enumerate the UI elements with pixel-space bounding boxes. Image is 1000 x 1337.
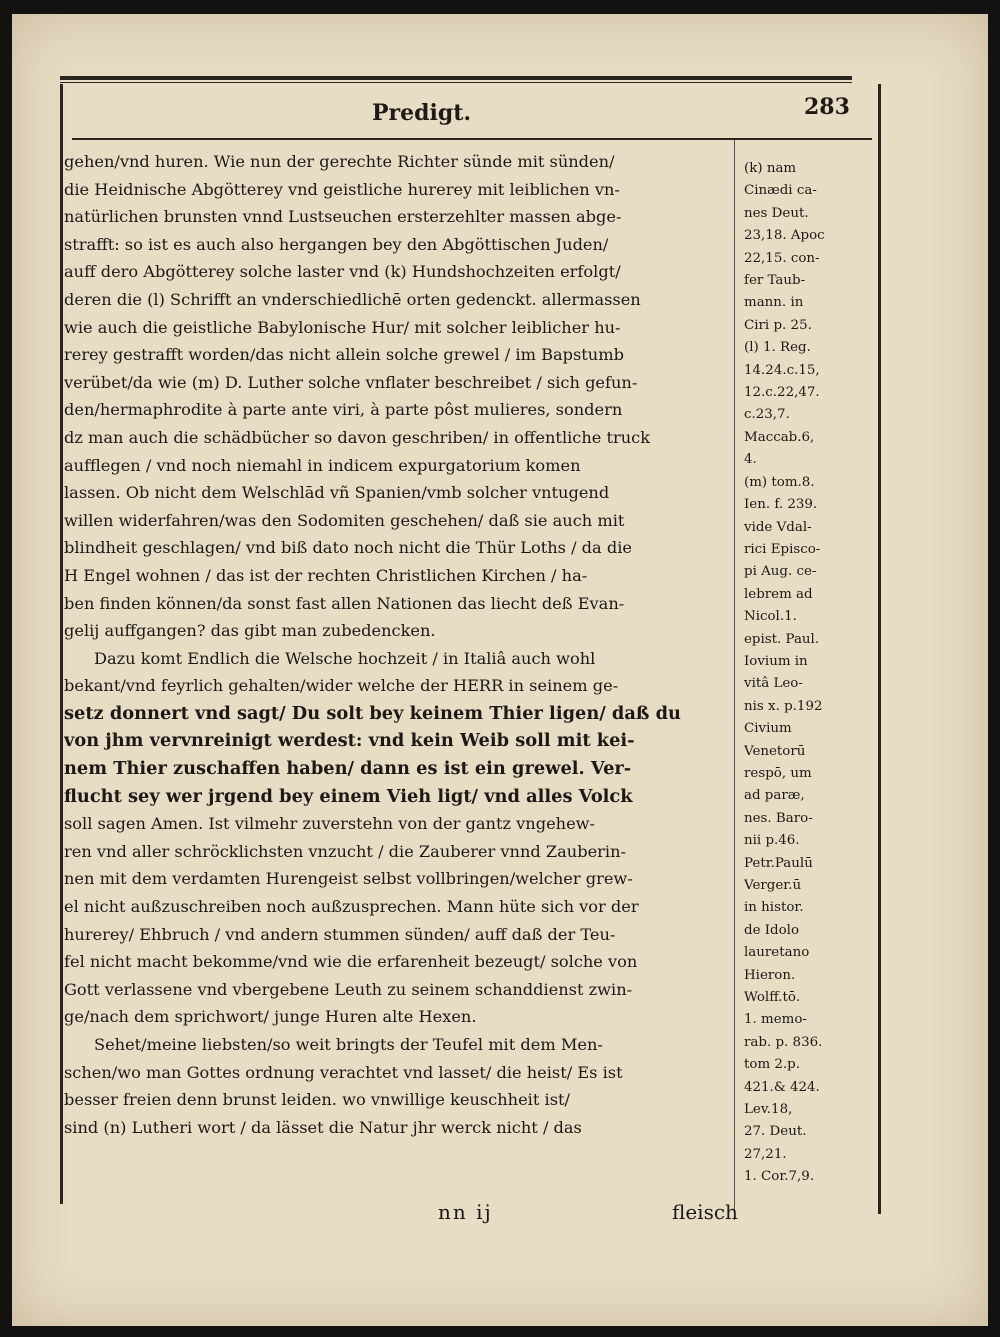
margin-note-line: respō, um [744,765,812,781]
text-line: ben finden können/da sonst fast allen Nationen das liecht deß Evan- [64,593,625,613]
margin-note-line: Petr.Paulū [744,855,813,871]
margin-note-line: 27,21. [744,1146,787,1162]
margin-note-line: nis x. p.192 [744,698,823,714]
column-divider [734,140,735,1220]
margin-note-line: Venetorū [744,743,806,759]
text-line: soll sagen Amen. Ist vilmehr zuverstehn von der gantz vngehew- [64,814,596,834]
margin-note-line: in histor. [744,900,804,916]
book-page [12,14,988,1326]
margin-note-line: 12.c.22,47. [744,385,820,401]
text-line: natürlichen brunsten vnnd Lustseuchen ersterzehlter massen abge- [64,207,622,227]
margin-note-line: (l) 1. Reg. [744,340,811,356]
margin-note-line: 1. Cor.7,9. [744,1169,815,1185]
margin-note-line: lauretano [744,945,810,961]
margin-note-line: Lev.18, [744,1102,793,1118]
top-rule [60,76,852,80]
margin-note-line: epist. Paul. [744,631,820,647]
margin-note-line: (k) nam [744,161,797,176]
text-line: ren vnd aller schröcklichsten vnzucht / die Zauberer vnnd Zauberin- [64,841,626,861]
text-line: rerey gestrafft worden/das nicht allein solche grewel / im Bapstumb [64,345,624,365]
running-head: Predigt. [372,100,472,126]
text-line: die Heidnische Abgötterey vnd geistliche hurerey mit leiblichen vn- [64,179,620,199]
text-line: ge/nach dem sprichwort/ junge Huren alte Hexen. [64,1007,477,1027]
margin-note-line: rici Episco- [744,541,821,557]
text-line: blindheit geschlagen/ vnd biß dato noch nicht die Thür Loths / da die [64,538,632,558]
margin-note-line: vide Vdal- [744,519,812,535]
top-rule-thin [60,82,852,83]
text-line: nen mit dem verdamten Hurengeist selbst vollbringen/welcher grew- [64,869,633,889]
text-line: sind (n) Lutheri wort / da lässet die Natur jhr werck nicht / das [64,1117,582,1137]
catchword: fleisch [672,1200,738,1224]
main-text-column [64,148,728,1141]
text-line: H Engel wohnen / das ist der rechten Christlichen Kirchen / ha- [64,565,588,585]
margin-note-line: vitâ Leo- [744,676,803,692]
text-line: Gott verlassene vnd vbergebene Leuth zu seinem schanddienst zwin- [64,979,633,999]
margin-note-line: 421.& 424. [744,1079,820,1095]
margin-note-line: Maccab.6, [744,429,815,445]
text-line: willen widerfahren/was den Sodomiten geschehen/ daß sie auch mit [64,510,625,530]
margin-note-line: Ien. f. 239. [744,497,818,513]
margin-note-line: Ciri p. 25. [744,317,812,333]
margin-note-line: 22,15. con- [744,250,820,266]
margin-note-line: nes Deut. [744,205,809,221]
right-frame-rule [878,84,881,1214]
text-line: von jhm vervnreinigt werdest: vnd kein Weib soll mit kei- [64,730,635,752]
left-frame-rule [60,84,63,1204]
text-line: Sehet/meine liebsten/so weit bringts der Teufel mit dem Men- [94,1035,603,1054]
margin-note-line: nii p.46. [744,833,800,849]
margin-note-line: tom 2.p. [744,1057,801,1073]
margin-note-line: Cinædi ca- [744,183,817,199]
margin-note-line: 1. memo- [744,1012,807,1028]
page-number: 283 [804,94,850,120]
margin-note-line: lebrem ad [744,586,813,602]
text-line: flucht sey wer jrgend bey einem Vieh ligt/ vnd alles Volck [64,785,633,807]
margin-note-line: c.23,7. [744,407,790,423]
text-line: setz donnert vnd sagt/ Du solt bey keinem Thier ligen/ daß du [64,702,681,724]
text-line: lassen. Ob nicht dem Welschlād vñ Spanien/vmb solcher vntugend [64,483,610,503]
text-line: gehen/vnd huren. Wie nun der gerechte Richter sünde mit sünden/ [64,152,615,171]
margin-note-line: ad paræ, [744,788,805,804]
margin-note-line: mann. in [744,295,804,311]
text-line: dz man auch die schädbücher so davon geschriben/ in offentliche truck [64,427,651,447]
margin-note-line: pi Aug. ce- [744,564,817,580]
text-line: hurerey/ Ehbruch / vnd andern stummen sünden/ auff daß der Teu- [64,924,616,944]
margin-note-line: (m) tom.8. [744,474,815,490]
text-line: schen/wo man Gottes ordnung verachtet vnd lasset/ die heist/ Es ist [64,1062,623,1082]
margin-note-line: de Idolo [744,922,800,938]
margin-note-line: fer Taub- [744,273,806,289]
text-line: auff dero Abgötterey solche laster vnd (k) Hundshochzeiten erfolgt/ [64,262,621,282]
text-line: aufflegen / vnd noch niemahl in indicem expurgatorium komen [64,455,581,475]
margin-note-line: Wolff.tō. [744,990,801,1006]
margin-note-line: Civium [744,721,792,737]
text-line: nem Thier zuschaffen haben/ dann es ist ein grewel. Ver- [64,758,632,780]
margin-note-line: rab. p. 836. [744,1034,823,1050]
text-line: wie auch die geistliche Babylonische Hur/ mit solcher leiblicher hu- [64,317,621,337]
text-line: besser freien denn brunst leiden. wo vnwillige keuschheit ist/ [64,1090,570,1110]
margin-note-line: 4. [744,452,757,468]
text-line: fel nicht macht bekomme/vnd wie die erfarenheit bezeugt/ solche von [64,952,638,972]
margin-note-line: Verger.ū [744,878,802,893]
margin-note-line: Hieron. [744,967,796,983]
signature-mark: nn ij [438,1200,493,1224]
text-line: den/hermaphrodite à parte ante viri, à parte pôst mulieres, sondern [64,400,623,420]
text-line: verübet/da wie (m) D. Luther solche vnflater beschreibet / sich gefun- [64,372,638,392]
marginal-notes [744,158,870,1189]
margin-note-line: 23,18. Apoc [744,228,825,244]
margin-note-line: Nicol.1. [744,609,797,625]
margin-note-line: 14.24.c.15, [744,362,820,378]
margin-note-line: Iovium in [744,653,808,669]
margin-note-line: 27. Deut. [744,1124,807,1140]
text-line: Dazu komt Endlich die Welsche hochzeit / in Italiâ auch wohl [94,648,596,668]
text-line: gelij auffgangen? das gibt man zubedencken. [64,621,436,641]
header-rule [72,138,872,140]
margin-note-line: nes. Baro- [744,810,813,826]
text-line: deren die (l) Schrifft an vnderschiedlichē orten gedenckt. allermassen [64,289,641,309]
text-line: strafft: so ist es auch also hergangen bey den Abgöttischen Juden/ [64,234,609,254]
text-line: el nicht außzuschreiben noch außzusprechen. Mann hüte sich vor der [64,897,639,917]
text-line: bekant/vnd feyrlich gehalten/wider welche der HERR in seinem ge- [64,676,619,696]
